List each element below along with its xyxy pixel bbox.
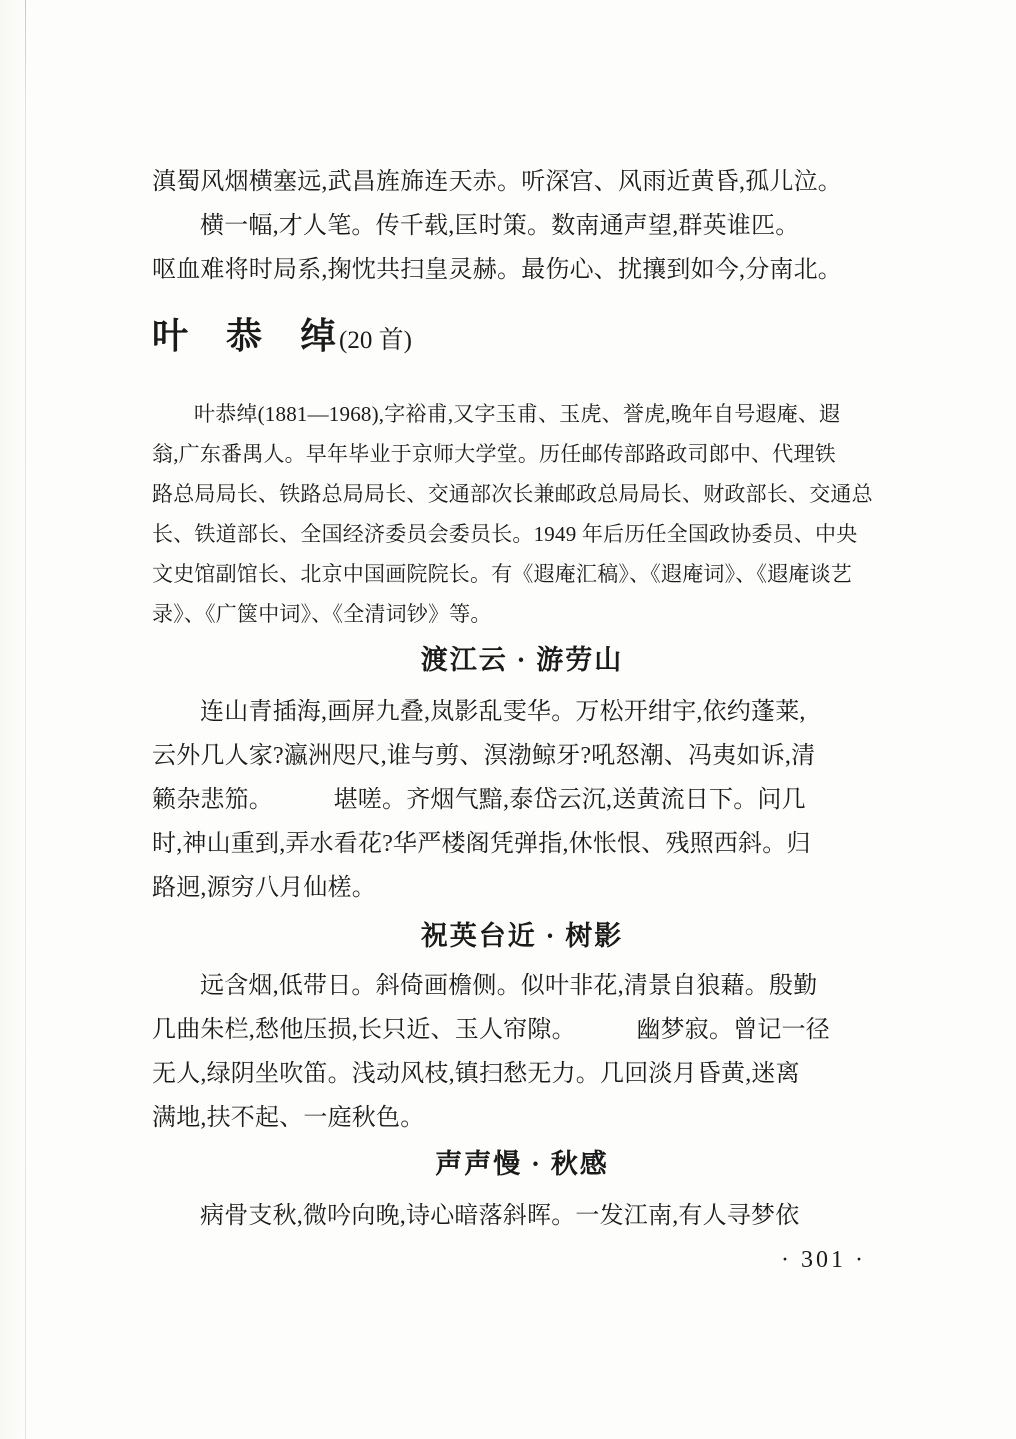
poem-line: 呕血难将时局系,掬忱共扫皇灵赫。最伤心、扰攘到如今,分南北。 <box>152 257 842 283</box>
poem-body <box>152 964 892 1140</box>
text-block <box>152 160 892 1280</box>
scan-edge-shading <box>0 0 25 1439</box>
bio-line: 叶恭绰(1881—1968),字裕甫,又字玉甫、玉虎、誉虎,晚年自号遐庵、遐 <box>194 402 841 426</box>
bio-line: 文史馆副馆长、北京中国画院院长。有《遐庵汇稿》、《遐庵词》、《遐庵谈艺 <box>152 562 852 586</box>
poem-title: 渡江云 · 游劳山 <box>420 645 624 675</box>
poem-body <box>152 1194 892 1238</box>
bio-line: 长、铁道部长、全国经济委员会委员长。1949 年后历任全国政协委员、中央 <box>152 522 858 546</box>
poem-body <box>152 690 892 910</box>
poem-line: 路迥,源穷八月仙槎。 <box>152 875 376 901</box>
poem-line: 病骨支秋,微吟向晚,诗心暗落斜晖。一发江南,有人寻梦依 <box>200 1203 800 1229</box>
author-name: 叶 恭 绰 <box>152 316 338 356</box>
scan-edge-line <box>25 0 26 1439</box>
poem-line: 无人,绿阴坐吹笛。浅动风枝,镇扫愁无力。几回淡月昏黄,迷离 <box>152 1061 800 1087</box>
poem-line: 几曲朱栏,愁他压损,长只近、玉人帘隙。 幽梦寂。曾记一径 <box>152 1017 830 1043</box>
poem-line: 连山青插海,画屏九叠,岚影乱雯华。万松开绀宇,依约蓬莱, <box>200 699 806 725</box>
poem-line: 云外几人家?瀛洲咫尺,谁与剪、溟渤鲸牙?吼怒潮、冯夷如诉,清 <box>152 743 816 769</box>
author-heading <box>152 312 892 360</box>
author-biography <box>152 394 892 634</box>
poem-title: 祝英台近 · 树影 <box>420 921 624 951</box>
bio-line: 路总局局长、铁路总局局长、交通部次长兼邮政总局局长、财政部长、交通总 <box>152 482 873 506</box>
bio-line: 录》、《广箧中词》、《全清词钞》等。 <box>152 602 492 626</box>
bio-line: 翁,广东番禺人。早年毕业于京师大学堂。历任邮传部路政司郎中、代理铁 <box>152 442 836 466</box>
author-poem-count: (20 首) <box>339 327 412 354</box>
poem-title: 声声慢 · 秋感 <box>435 1149 609 1179</box>
poem-line: 远含烟,低带日。斜倚画檐侧。似叶非花,清景自狼藉。殷勤 <box>200 973 818 999</box>
continuation-poem <box>152 160 892 292</box>
poem-line: 满地,扶不起、一庭秋色。 <box>152 1105 425 1131</box>
poem-line: 滇蜀风烟横塞远,武昌旌旆连天赤。听深宫、风雨近黄昏,孤儿泣。 <box>152 169 842 195</box>
poem-line: 时,神山重到,弄水看花?华严楼阁凭弹指,休怅恨、残照西斜。归 <box>152 831 811 857</box>
page-number: · 301 · <box>781 1247 866 1273</box>
poem-line: 横一幅,才人笔。传千载,匡时策。数南通声望,群英谁匹。 <box>200 213 800 239</box>
poem-line: 籁杂悲笳。 堪嗟。齐烟气黯,泰岱云沉,送黄流日下。问几 <box>152 787 806 813</box>
